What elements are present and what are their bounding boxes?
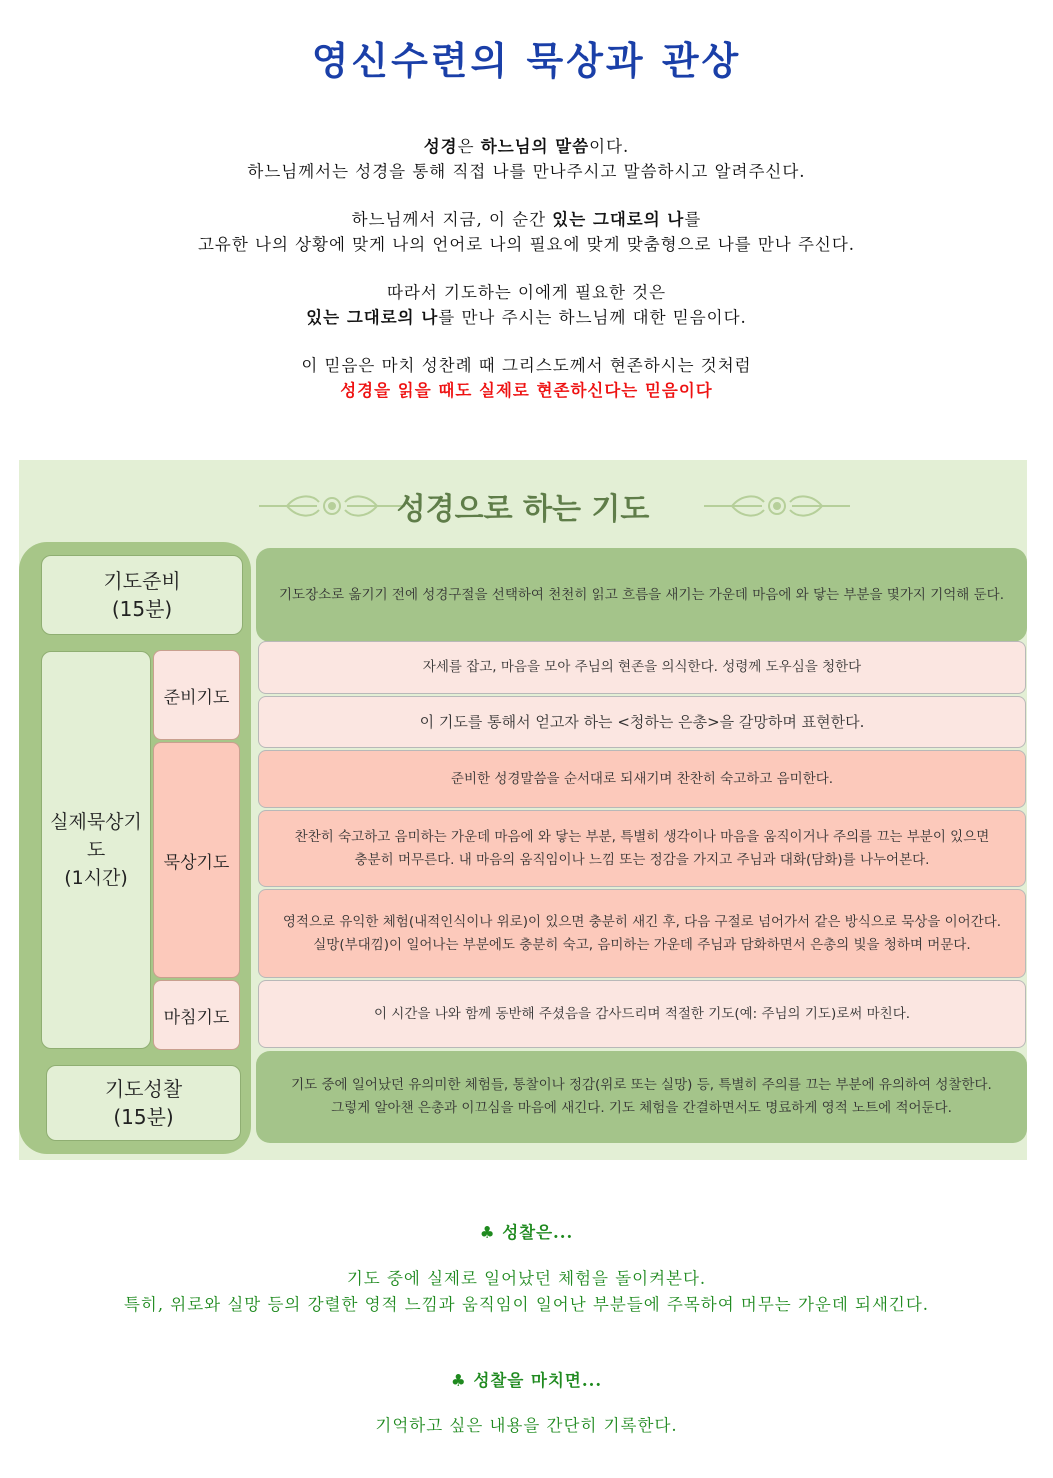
- intro-paragraph-2: [0, 207, 1053, 257]
- reflection-line-1: 기도 중에 실제로 일어났던 체험을 돌이켜본다.: [346, 1269, 707, 1288]
- row-prep-prayer-1: [258, 641, 1026, 694]
- infographic-title: 성경으로 하는 기도: [396, 492, 650, 527]
- stage-time: (15분): [111, 597, 173, 621]
- right-ornament-icon: [702, 488, 852, 524]
- stage-time: (15분): [113, 1105, 174, 1129]
- row-text: 준비한 성경말씀을 순서대로 되새기며 찬찬히 숙고하고 음미한다.: [450, 770, 834, 787]
- intro-text: [0, 134, 1053, 426]
- row-text: 그렇게 알아챈 은총과 이끄심을 마음에 새긴다. 기도 체험을 간결하면서도 명료하게 영적 노트에 적어둔다.: [331, 1100, 952, 1116]
- stage-label: 기도성찰: [104, 1077, 183, 1101]
- substage-prep-prayer: 준비기도: [153, 650, 240, 740]
- prayer-infographic: [19, 460, 1027, 1160]
- row-text: 영적으로 유익한 체험(내적인식이나 위로)이 있으면 충분히 새긴 후, 다음 구절로 넘어가서 같은 방식으로 묵상을 이어간다.: [282, 913, 1002, 930]
- intro-text-span: 고유한 나의 상황에 맞게 나의 언어로 나의 필요에 맞게 맞춤형으로 나를 만나 주신다.: [197, 235, 856, 254]
- intro-bold-text: 있는 그대로의 나: [552, 210, 685, 229]
- row-text: 충분히 머무른다. 내 마음의 움직임이나 느낌 또는 정감을 가지고 주님과 대화(담화)를 나누어본다.: [354, 851, 930, 868]
- page-title: 영신수련의 묵상과 관상: [311, 39, 742, 83]
- stage-time: (1시간): [64, 867, 128, 889]
- intro-bold-text: 성경: [423, 137, 458, 156]
- reflection-heading: ♣ 성찰은...: [479, 1223, 574, 1242]
- row-meditation-3: [258, 889, 1026, 978]
- intro-text-span: 은: [457, 137, 481, 156]
- row-text: 기도장소로 옮기기 전에 성경구절을 선택하여 천천히 읽고 흐름을 새기는 가운데 마음에 와 닿는 부분을 몇가지 기억해 둔다.: [279, 586, 1004, 603]
- intro-text-span: 하느님께서는 성경을 통해 직접 나를 만나주시고 말씀하시고 알려주신다.: [247, 162, 806, 181]
- intro-paragraph-1: [0, 134, 1053, 184]
- substage-meditation-prayer: 묵상기도: [153, 742, 240, 978]
- after-reflection-heading: ♣ 성찰을 마치면...: [450, 1371, 603, 1390]
- intro-red-emphasis: 성경을 읽을 때도 실제로 현존하신다는 믿음이다: [340, 381, 713, 400]
- stage-review: [46, 1065, 241, 1141]
- row-text: 찬찬히 숙고하고 음미하는 가운데 마음에 와 닿는 부분, 특별히 생각이나 마음을 움직이거나 주의를 끄는 부분이 있으면: [294, 828, 990, 845]
- row-meditation-2: [258, 810, 1026, 887]
- stage-prep: [41, 555, 243, 635]
- substage-closing-prayer: 마침기도: [153, 980, 240, 1050]
- row-text: 기도 중에 일어났던 유의미한 체험들, 통찰이나 정감(위로 또는 실망) 등, 특별히 주의를 끄는 부분에 유의하여 성찰한다.: [291, 1077, 992, 1093]
- intro-text-span: 를 만나 주시는 하느님께 대한 믿음이다.: [438, 308, 747, 327]
- after-reflection-line: 기억하고 싶은 내용을 간단히 기록한다.: [375, 1416, 678, 1435]
- stage-label: 실제묵상기도: [50, 811, 142, 861]
- row-text: 이 시간을 나와 함께 동반해 주셨음을 감사드리며 적절한 기도(예: 주님의 기도)로써 마친다.: [373, 1005, 911, 1022]
- intro-bold-text: 하느님의 말씀: [480, 137, 590, 156]
- row-text: 이 기도를 통해서 얻고자 하는 <청하는 은총>을 갈망하며 표현한다.: [419, 712, 865, 731]
- intro-text-span: 하느님께서 지금, 이 순간: [351, 210, 553, 229]
- intro-paragraph-3: [0, 280, 1053, 330]
- intro-text-span: 이 믿음은 마치 성찬례 때 그리스도께서 현존하시는 것처럼: [301, 356, 752, 375]
- row-meditation-1: [258, 750, 1026, 808]
- intro-text-span: 이다.: [589, 137, 630, 156]
- row-text: 자세를 잡고, 마음을 모아 주님의 현존을 의식한다. 성령께 도우심을 청한다: [422, 659, 862, 675]
- row-closing-prayer: [258, 980, 1026, 1048]
- intro-text-span: 따라서 기도하는 이에게 필요한 것은: [386, 283, 667, 302]
- row-review-description: [256, 1051, 1027, 1143]
- intro-text-span: 를: [684, 210, 702, 229]
- row-text: 실망(부대낌)이 일어나는 부분에도 충분히 숙고, 음미하는 가운데 주님과 담화하면서 은총의 빛을 청하며 머문다.: [313, 936, 971, 953]
- stage-actual-meditation: [41, 651, 151, 1049]
- stage-label: 기도준비: [103, 569, 181, 593]
- row-prep-prayer-2: [258, 696, 1026, 748]
- intro-bold-text: 있는 그대로의 나: [306, 308, 439, 327]
- reflection-line-2: 특히, 위로와 실망 등의 강렬한 영적 느낌과 움직임이 일어난 부분들에 주목하여 머무는 가운데 되새긴다.: [123, 1295, 930, 1314]
- row-prep-description: [256, 548, 1027, 642]
- intro-paragraph-4: [0, 353, 1053, 403]
